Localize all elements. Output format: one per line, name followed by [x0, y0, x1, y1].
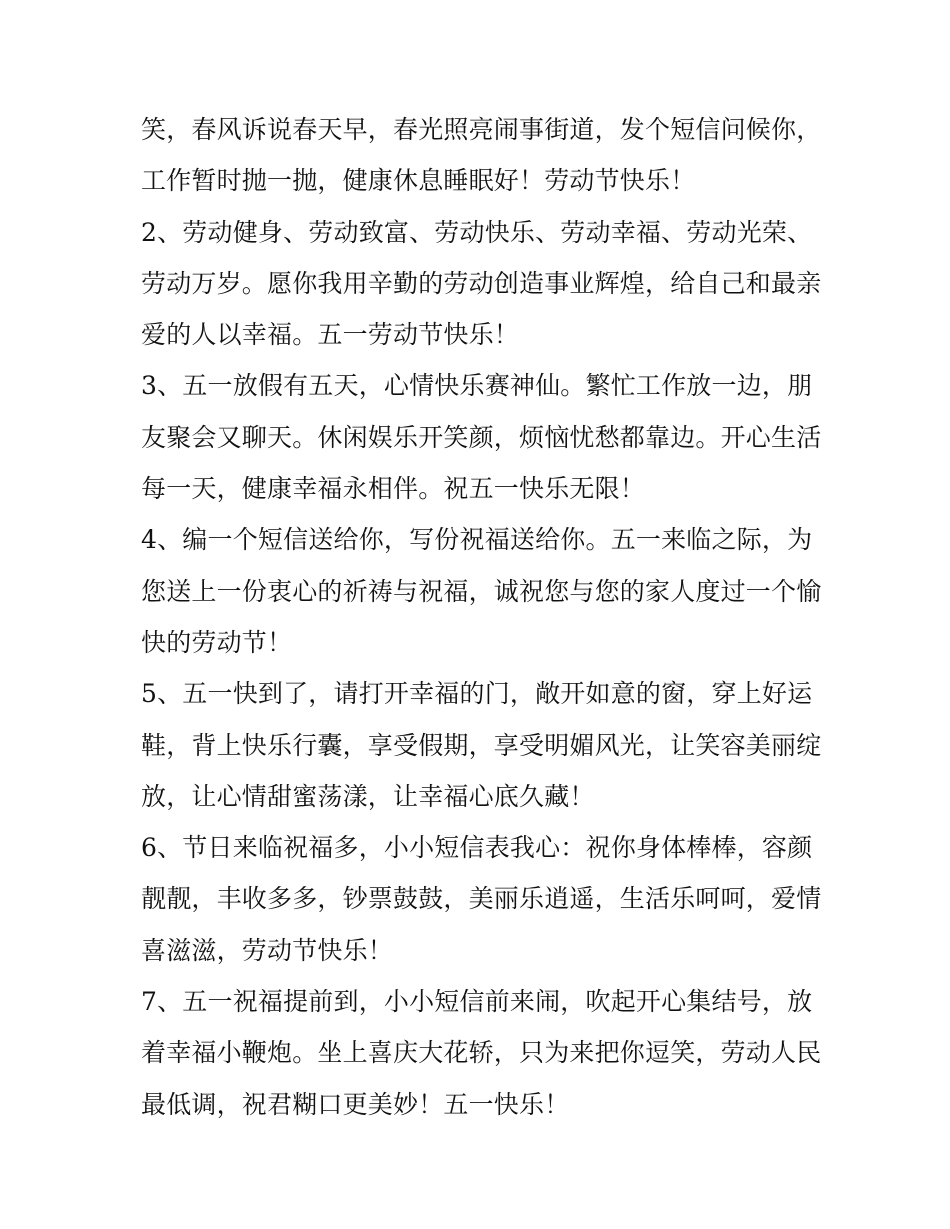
- text-line: 快的劳动节！: [141, 627, 293, 657]
- text-line: 您送上一份衷心的祈祷与祝福，诚祝您与您的家人度过一个愉: [141, 576, 822, 606]
- text-line: 爱的人以幸福。五一劳动节快乐！: [141, 320, 520, 350]
- text-line: 4、编一个短信送给你，写份祝福送给你。五一来临之际，为: [141, 525, 813, 555]
- text-line: 最低调，祝君糊口更美妙！五一快乐！: [141, 1089, 570, 1119]
- text-line: 7、五一祝福提前到，小小短信前来闹，吹起开心集结号，放: [141, 987, 813, 1017]
- text-line: 5、五一快到了，请打开幸福的门，敞开如意的窗，穿上好运: [141, 679, 813, 709]
- text-line: 2、劳动健身、劳动致富、劳动快乐、劳动幸福、劳动光荣、: [141, 217, 813, 247]
- text-line: 友聚会又聊天。休闲娱乐开笑颜，烦恼忧愁都靠边。开心生活: [141, 422, 822, 452]
- text-line: 喜滋滋，劳动节快乐！: [141, 935, 394, 965]
- text-line: 6、节日来临祝福多，小小短信表我心：祝你身体棒棒，容颜: [141, 833, 813, 863]
- text-line: 放，让心情甜蜜荡漾，让幸福心底久藏！: [141, 781, 595, 811]
- document-body: [141, 104, 821, 1130]
- text-line: 鞋，背上快乐行囊，享受假期，享受明媚风光，让笑容美丽绽: [141, 730, 822, 760]
- text-line: 劳动万岁。愿你我用辛勤的劳动创造事业辉煌，给自己和最亲: [141, 268, 822, 298]
- text-line: 工作暂时抛一抛，健康休息睡眠好！劳动节快乐！: [141, 166, 696, 196]
- text-line: 笑，春风诉说春天早，春光照亮闹事街道，发个短信问候你，: [141, 115, 822, 144]
- text-line: 靓靓，丰收多多，钞票鼓鼓，美丽乐逍遥，生活乐呵呵，爱情: [141, 884, 822, 914]
- text-line: 3、五一放假有五天，心情快乐赛神仙。繁忙工作放一边，朋: [141, 371, 813, 401]
- text-line: 每一天，健康幸福永相伴。祝五一快乐无限！: [141, 474, 646, 504]
- text-line: 着幸福小鞭炮。坐上喜庆大花轿，只为来把你逗笑，劳动人民: [141, 1038, 822, 1068]
